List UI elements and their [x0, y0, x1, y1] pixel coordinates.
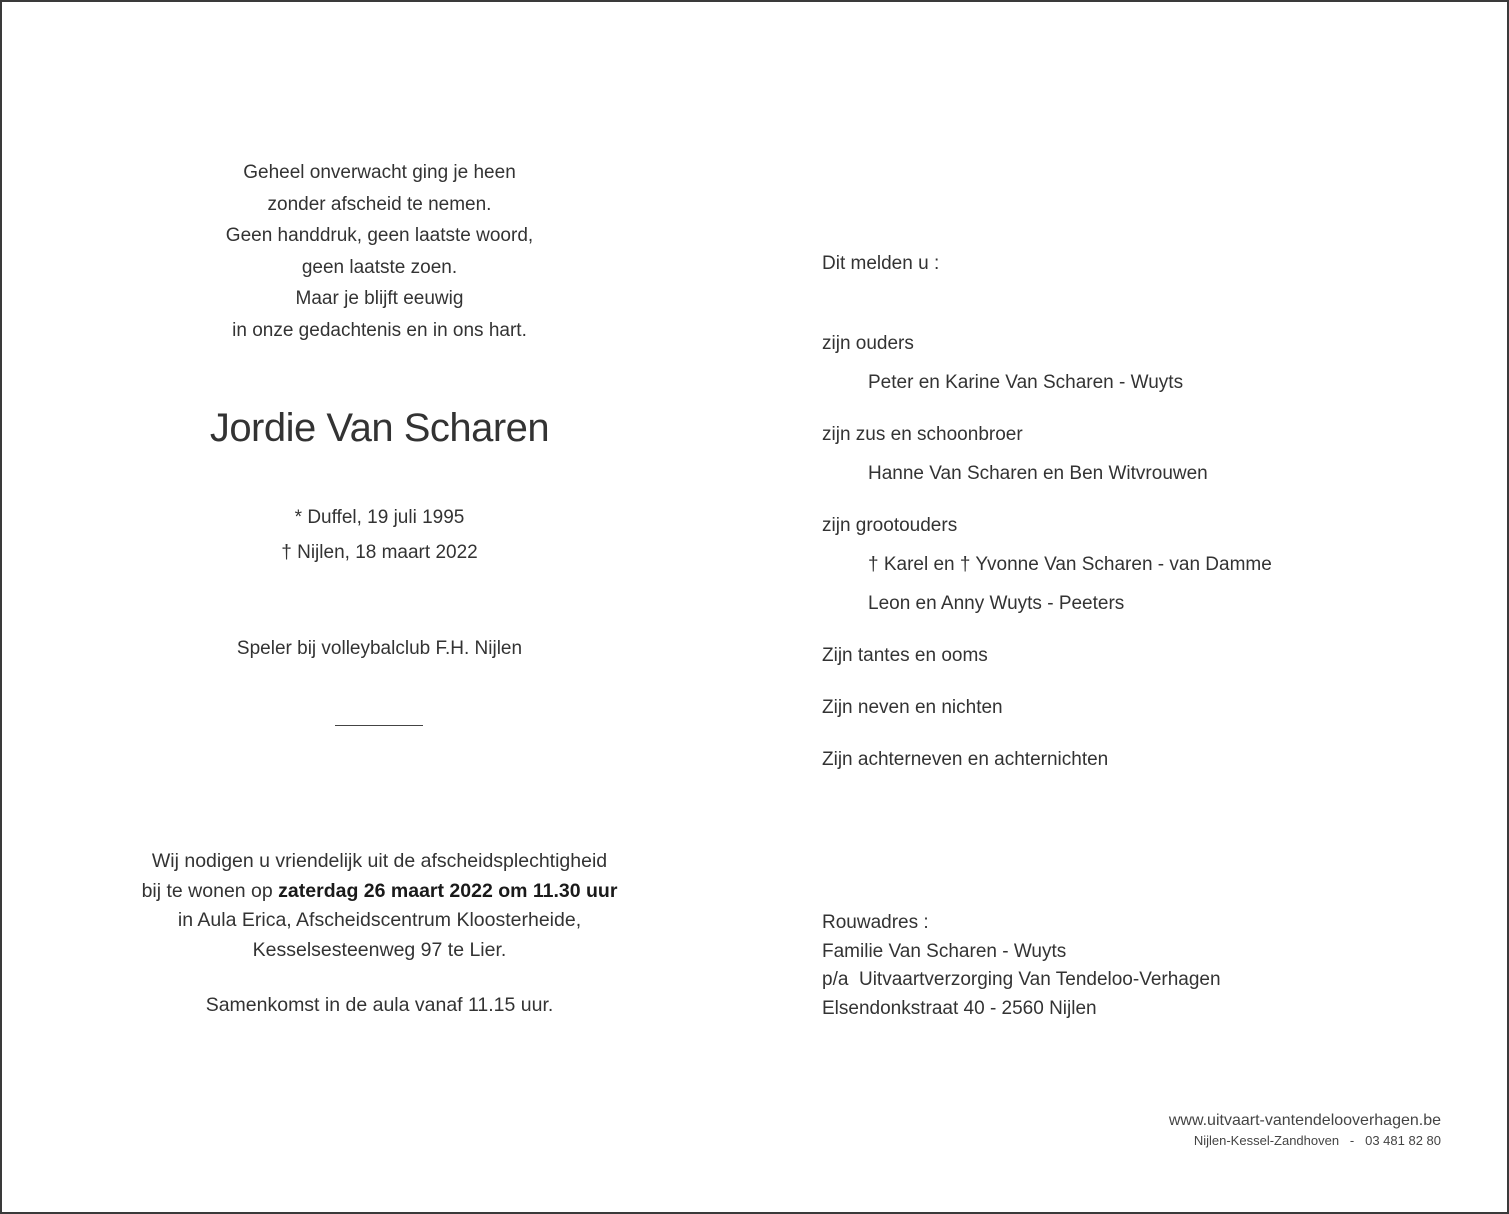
invitation-line: in Aula Erica, Afscheidscentrum Kloosterheide, — [177, 909, 582, 931]
sibling-names: Hanne Van Scharen en Ben Witvrouwen — [868, 463, 1208, 484]
second-cousins-line: Zijn achterneven en achternichten — [822, 749, 1109, 770]
address-care-of: p/a Uitvaartverzorging Van Tendeloo-Verhagen — [822, 969, 1221, 990]
mourning-address — [822, 909, 1221, 1023]
address-family: Familie Van Scharen - Wuyts — [822, 940, 1067, 962]
invitation-prefix: bij te wonen op — [141, 879, 279, 902]
gathering-line: Samenkomst in de aula vanaf 11.15 uur. — [205, 994, 554, 1016]
ceremony-datetime: zaterdag 26 maart 2022 om 11.30 uur — [278, 879, 618, 902]
invitation — [2, 847, 757, 965]
poem-line: Geheel onverwacht ging je heen — [243, 162, 516, 183]
cousins-line: Zijn neven en nichten — [822, 697, 1003, 718]
poem-line: Maar je blijft eeuwig — [295, 288, 464, 309]
footer-website: www.uitvaart-vantendelooverhagen.be — [1168, 1112, 1441, 1129]
death-line: † Nijlen, 18 maart 2022 — [281, 542, 478, 563]
divider-line — [335, 725, 423, 726]
deceased-name: Jordie Van Scharen — [209, 406, 550, 450]
footer-contact: Nijlen-Kessel-Zandhoven - 03 481 82 80 — [1193, 1133, 1441, 1148]
poem-line: zonder afscheid te nemen. — [267, 193, 492, 215]
grandparents-label: zijn grootouders — [822, 515, 958, 536]
poem-line: Geen handdruk, geen laatste woord, — [225, 225, 534, 246]
grandparents-names: Leon en Anny Wuyts - Peeters — [868, 593, 1125, 614]
invitation-line: Kesselsesteenweg 97 te Lier. — [252, 938, 507, 961]
poem — [2, 157, 757, 346]
sibling-label: zijn zus en schoonbroer — [822, 424, 1023, 445]
invitation-line: Wij nodigen u vriendelijk uit de afscheidsplechtigheid — [151, 850, 608, 872]
address-street: Elsendonkstraat 40 - 2560 Nijlen — [822, 997, 1097, 1019]
grandparents-names: † Karel en † Yvonne Van Scharen - van Damme — [868, 554, 1272, 575]
poem-line: in onze gedachtenis en in ons hart. — [232, 319, 527, 341]
birth-line: * Duffel, 19 juli 1995 — [294, 507, 465, 528]
poem-line: geen laatste zoen. — [301, 256, 458, 278]
parents-label: zijn ouders — [822, 333, 914, 354]
address-label: Rouwadres : — [822, 912, 929, 933]
announce-intro: Dit melden u : — [822, 253, 940, 274]
parents-names: Peter en Karine Van Scharen - Wuyts — [868, 372, 1184, 393]
club-line: Speler bij volleybalclub F.H. Nijlen — [236, 638, 523, 659]
aunts-uncles-line: Zijn tantes en ooms — [822, 645, 988, 666]
invitation-line — [2, 877, 757, 907]
